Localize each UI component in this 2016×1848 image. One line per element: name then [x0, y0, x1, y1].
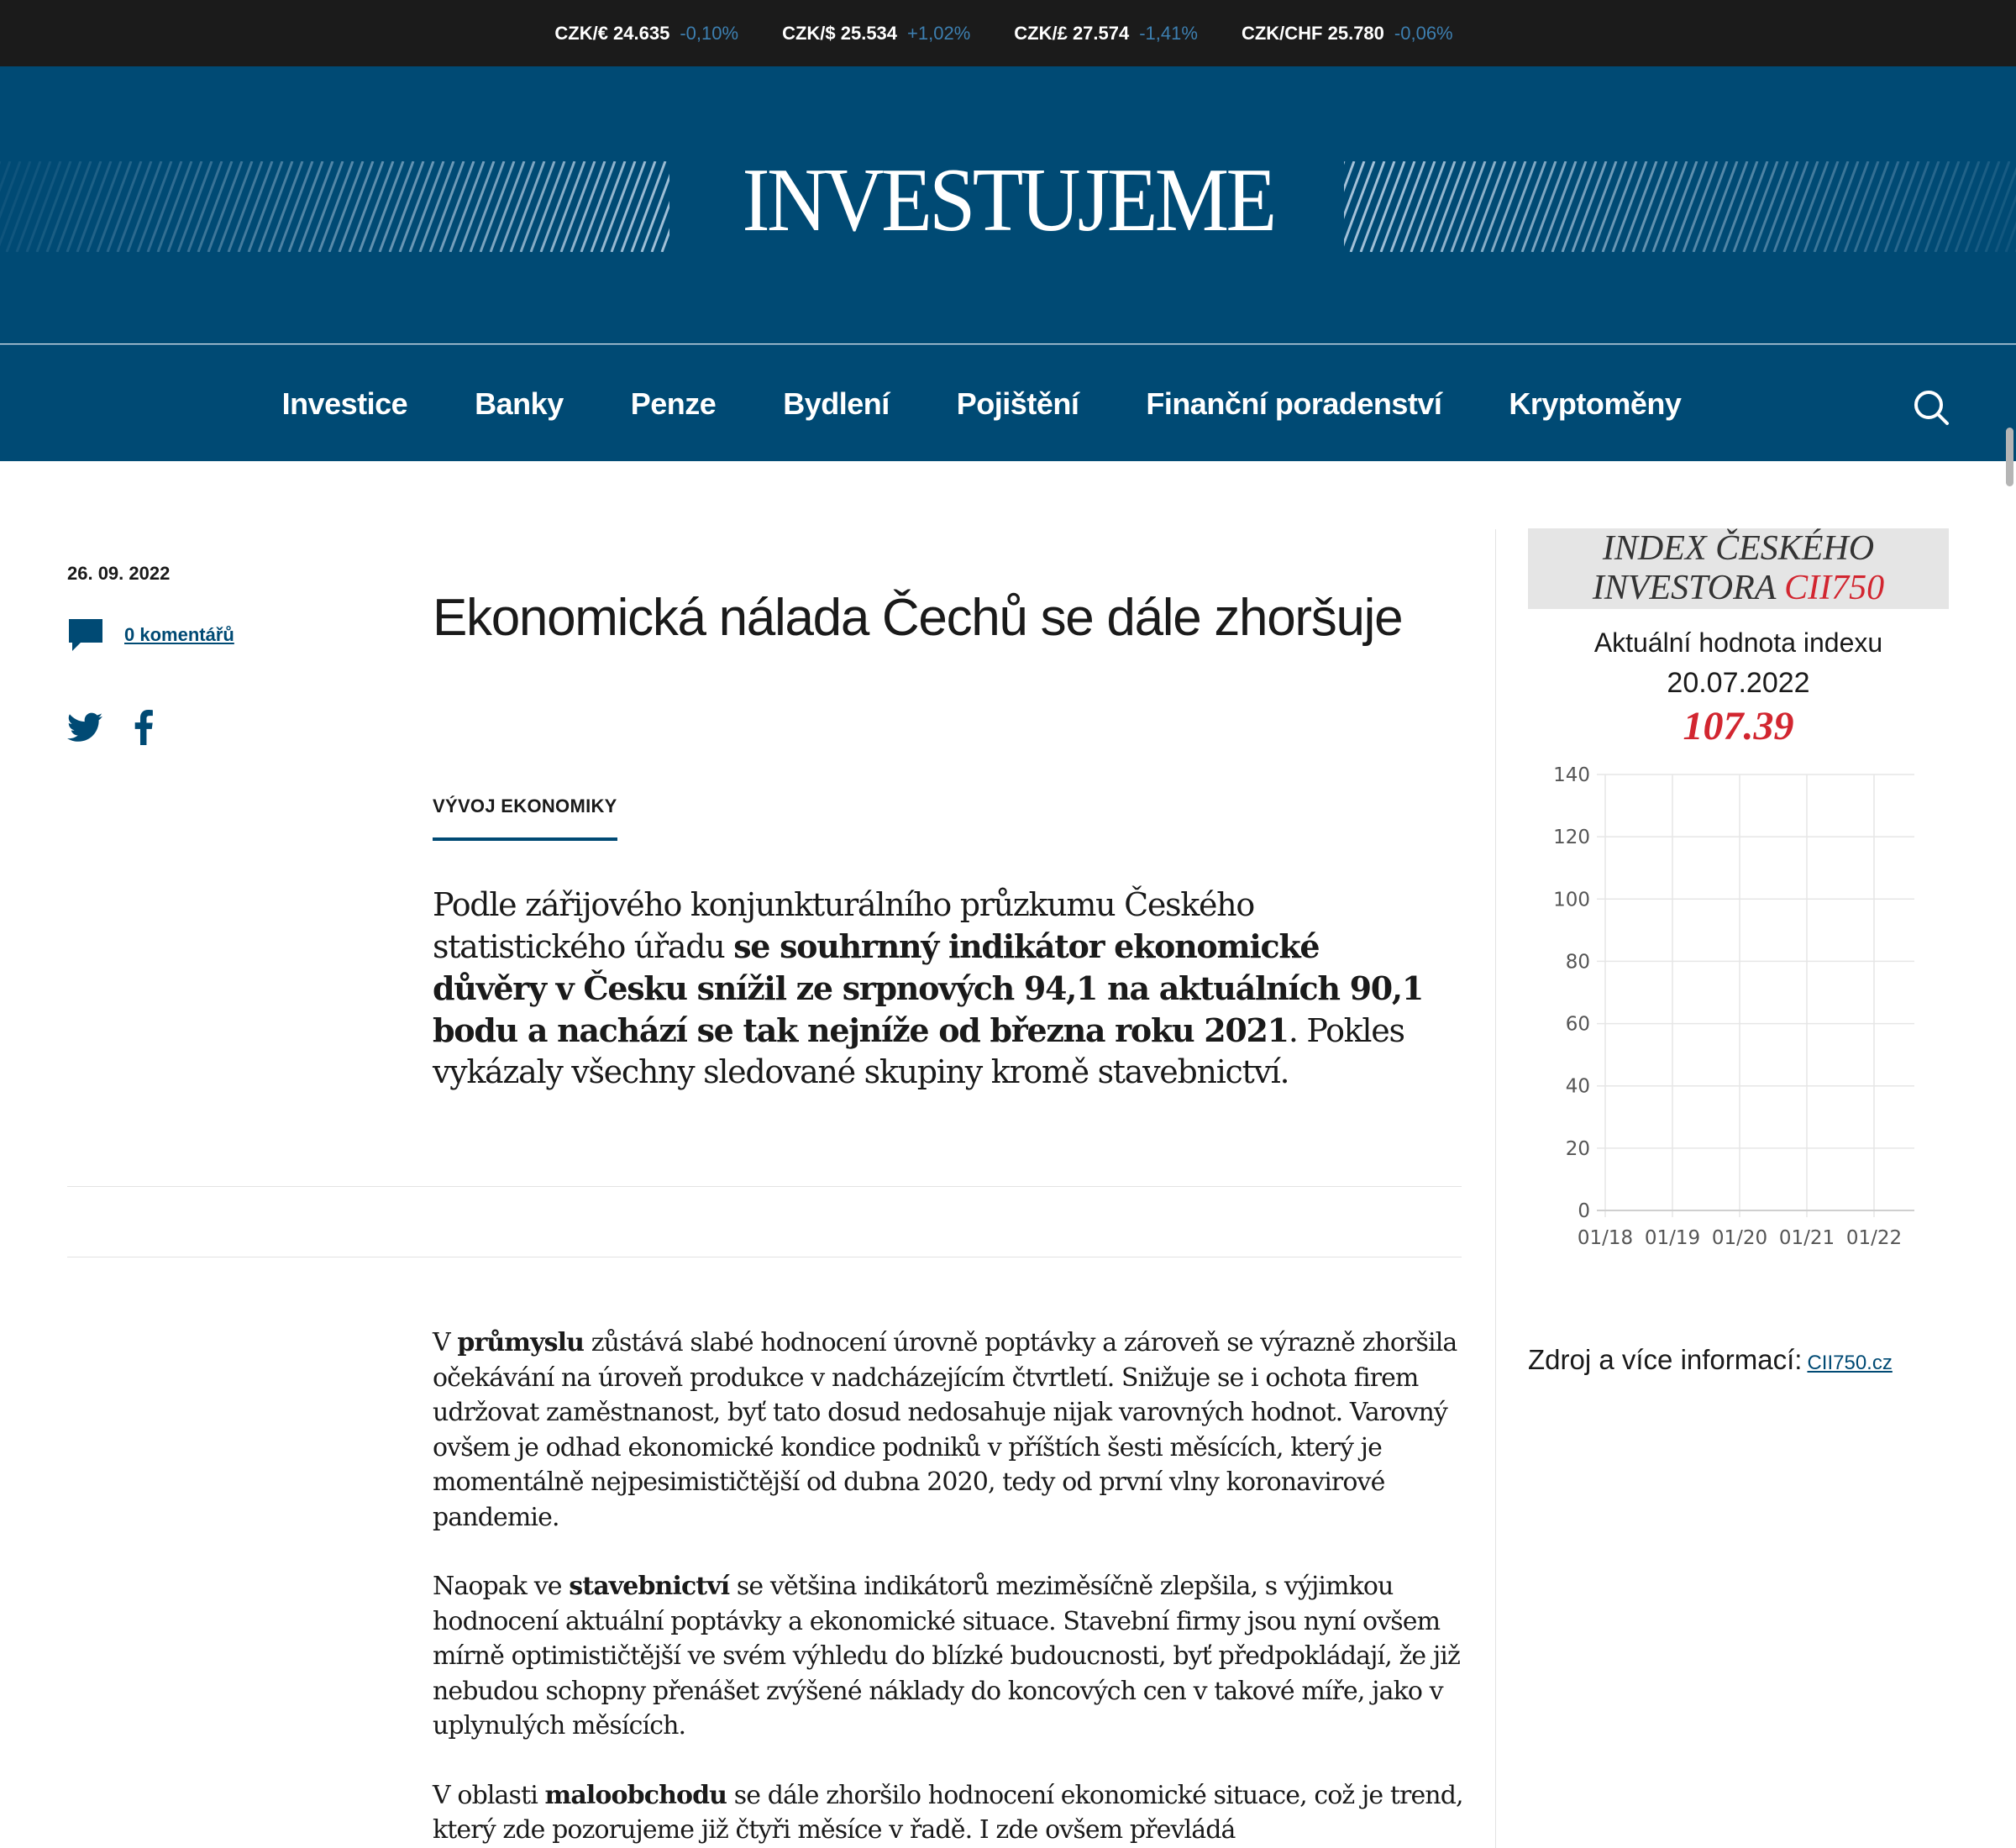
- source-info: [1528, 1344, 1893, 1376]
- currency-ticker: [0, 0, 2016, 66]
- category-tag[interactable]: VÝVOJ EKONOMIKY: [433, 795, 617, 841]
- lead-text-start: Podle zářijového konjunkturálního průzkumu Českého statistického úřadu: [433, 886, 1254, 965]
- article-body: [433, 1326, 1466, 1848]
- index-chart: [1528, 756, 1949, 1260]
- source-link[interactable]: CII750.cz: [1807, 1352, 1893, 1374]
- widget-date: 20.07.2022: [1667, 667, 1810, 699]
- site-header: [0, 66, 2016, 344]
- lead-text-end: . Pokles vykázaly všechny sledované skupiny kromě stavebnictví.: [433, 1012, 1404, 1090]
- nav-item-pojištění[interactable]: Pojištění: [956, 386, 1079, 421]
- nav-item-investice[interactable]: Investice: [281, 386, 408, 421]
- paragraph-text: se většina indikátorů meziměsíčně zlepšila, s výjimkou hodnocení aktuální poptávky a ekonomické situace. Stavební firmy jsou nyní ovšem mírně optimističtější ve svém výhledu do blízké budoucnosti, byť předpokládají, že již nebudou schopny přenášet zvýšené náklady do koncových cen v takové míře, jako v uplynulých měsících.: [433, 1572, 1460, 1740]
- nav-item-bydlení[interactable]: Bydlení: [783, 386, 890, 421]
- widget-title-text: INVESTORA: [1592, 569, 1776, 607]
- paragraph-text: zůstává slabé hodnocení úrovně poptávky a zároveň se výrazně zhoršila očekávání na úroveň produkce v nadcházejícím čtvrtletí. Snižuje se i ochota firem udržovat zaměstnanost, byť tato dosud nedosahuje nijak varovných hodnot. Varovný ovšem je odhad ekonomické kondice podniků v příštích šesti měsících, který je momentálně nejpesimističtější od dubna 2020, tedy od první vlny koronavirové pandemie.: [433, 1328, 1457, 1532]
- widget-subtitle: Aktuální hodnota indexu: [1593, 627, 1883, 658]
- ticker-item: [1014, 23, 1198, 45]
- paragraph-text: se dále zhoršilo hodnocení ekonomické situace, což je trend, který zde pozorujeme již čtyři měsíce v řadě. I zde ovšem převládá: [433, 1780, 1463, 1845]
- ticker-pair: CZK/£ 27.574: [1014, 22, 1130, 44]
- article-date: 26. 09. 2022: [67, 563, 171, 584]
- nav-item-penze[interactable]: Penze: [630, 386, 717, 421]
- nav-item-banky[interactable]: Banky: [475, 386, 564, 421]
- chart-y-tick-label: 60: [1565, 1013, 1590, 1036]
- comments-link[interactable]: 0 komentářů: [124, 624, 234, 645]
- ticker-change: -1,41%: [1139, 22, 1198, 44]
- chart-x-tick-label: 01/21: [1778, 1227, 1835, 1249]
- nav-item-finanční-poradenství[interactable]: Finanční poradenství: [1146, 386, 1442, 421]
- paragraph-text: Naopak ve: [433, 1572, 570, 1601]
- chart-y-tick-label: 140: [1553, 764, 1590, 786]
- paragraph-keyword: průmyslu: [457, 1328, 585, 1357]
- ticker-change: -0,10%: [680, 22, 739, 44]
- paragraph-text: V: [433, 1328, 458, 1357]
- ticker-change: -0,06%: [1394, 22, 1453, 44]
- paragraph-keyword: stavebnictví: [569, 1572, 730, 1601]
- header-stripes-right: [1344, 161, 2016, 252]
- body-paragraph: [433, 1326, 1466, 1535]
- search-icon[interactable]: [1913, 389, 1950, 426]
- social-share: [67, 710, 155, 749]
- page-scrollbar[interactable]: [2003, 66, 2016, 1848]
- chart-y-tick-label: 80: [1565, 951, 1590, 974]
- ticker-item: [554, 23, 738, 45]
- chart-y-tick-label: 40: [1565, 1075, 1590, 1098]
- source-label: Zdroj a více informací:: [1528, 1344, 1803, 1375]
- lead-text-bold: se souhrnný indikátor ekonomické důvěry v Česku snížil ze srpnových 94,1 na aktuálních 90,1 bodu a nachází se tak nejníže od března roku 2021: [433, 927, 1423, 1049]
- widget-title-red: CII750: [1784, 569, 1885, 607]
- sidebar-divider: [1495, 529, 1496, 1848]
- chart-y-tick-label: 20: [1565, 1137, 1590, 1160]
- comments-block: [67, 617, 234, 653]
- scrollbar-thumb[interactable]: [2006, 428, 2013, 486]
- ticker-item: [782, 23, 970, 45]
- chart-x-tick-label: 01/19: [1644, 1227, 1701, 1249]
- chart-x-tick-label: 01/20: [1711, 1227, 1768, 1249]
- chart-x-tick-label: 01/18: [1577, 1227, 1634, 1249]
- ticker-pair: CZK/CHF 25.780: [1241, 22, 1384, 44]
- article-lead: [433, 885, 1441, 1093]
- index-widget-title: [1528, 528, 1949, 609]
- widget-index-value: 107.39: [1683, 704, 1794, 748]
- comment-icon[interactable]: [67, 617, 104, 653]
- article-title: Ekonomická nálada Čechů se dále zhoršuje: [433, 589, 1403, 647]
- paragraph-keyword: maloobchodu: [544, 1780, 727, 1810]
- chart-y-tick-label: 0: [1578, 1200, 1590, 1222]
- divider: [67, 1186, 1462, 1187]
- site-logo[interactable]: INVESTUJEME: [742, 150, 1274, 250]
- chart-y-tick-label: 120: [1553, 827, 1590, 849]
- body-paragraph: [433, 1778, 1466, 1848]
- paragraph-text: V oblasti: [433, 1780, 545, 1810]
- facebook-icon[interactable]: [133, 710, 155, 749]
- twitter-icon[interactable]: [67, 712, 102, 747]
- body-paragraph: [433, 1569, 1466, 1744]
- nav-item-kryptoměny[interactable]: Kryptoměny: [1509, 386, 1682, 421]
- ticker-pair: CZK/€ 24.635: [554, 22, 670, 44]
- chart-x-tick-label: 01/22: [1845, 1227, 1903, 1249]
- main-nav: [0, 344, 2016, 461]
- widget-title-line1: INDEX ČESKÉHO: [1602, 529, 1875, 568]
- ticker-item: [1242, 23, 1453, 45]
- chart-y-tick-label: 100: [1553, 889, 1590, 911]
- ticker-change: +1,02%: [907, 22, 971, 44]
- widget-title-line2: [1528, 569, 1949, 608]
- ticker-pair: CZK/$ 25.534: [782, 22, 898, 44]
